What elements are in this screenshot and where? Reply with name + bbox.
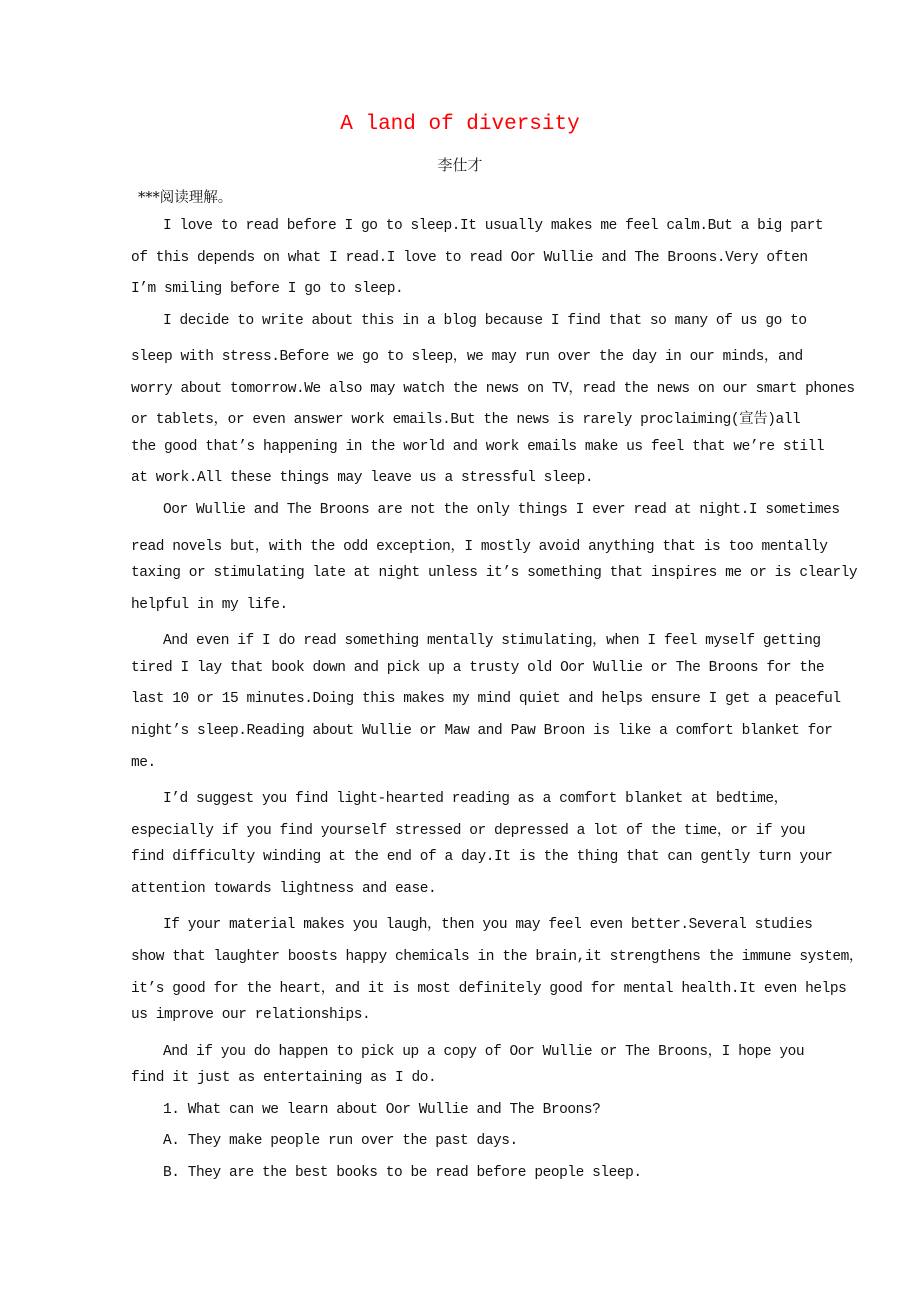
text-line: the good that’s happening in the world and work emails make us feel that we’re still (131, 439, 825, 455)
text-line: I decide to write about this in a blog because I find that so many of us go to (163, 313, 807, 329)
text-line: tired I lay that book down and pick up a trusty old Oor Wullie or The Broons for the (131, 660, 825, 676)
document-title: A land of diversity (340, 113, 580, 136)
text-line: worry about tomorrow.We also may watch the news on TV，read the news on our smart phones (131, 381, 855, 397)
text-line: me. (131, 755, 156, 771)
text-line: 1. What can we learn about Oor Wullie and The Broons? (163, 1102, 601, 1118)
text-line: helpful in my life. (131, 597, 288, 613)
text-line: And even if I do read something mentally stimulating，when I feel myself getting (163, 633, 821, 649)
text-line: read novels but，with the odd exception，I mostly avoid anything that is too mentally (131, 539, 828, 555)
text-line: last 10 or 15 minutes.Doing this makes my mind quiet and helps ensure I get a peaceful (131, 691, 841, 707)
text-line: I’d suggest you find light-hearted reading as a comfort blanket at bedtime， (163, 791, 788, 807)
text-line: show that laughter boosts happy chemicals in the brain,it strengthens the immune system， (131, 949, 863, 965)
text-line: taxing or stimulating late at night unless it’s something that inspires me or is clearly (131, 565, 858, 581)
text-line: at work.All these things may leave us a stressful sleep. (131, 470, 594, 486)
text-line: And if you do happen to pick up a copy of Oor Wullie or The Broons，I hope you (163, 1044, 805, 1060)
text-line: B. They are the best books to be read before people sleep. (163, 1165, 642, 1181)
text-line: If your material makes you laugh，then you may feel even better.Several studies (163, 917, 813, 933)
text-line: find difficulty winding at the end of a day.It is the thing that can gently turn your (131, 849, 833, 865)
text-line: A. They make people run over the past days. (163, 1133, 518, 1149)
text-line: attention towards lightness and ease. (131, 881, 437, 897)
section-heading: ***阅读理解。 (138, 190, 233, 206)
text-line: or tablets，or even answer work emails.But the news is rarely proclaiming(宣告)all (131, 412, 801, 428)
text-line: us improve our relationships. (131, 1007, 371, 1023)
text-line: Oor Wullie and The Broons are not the only things I ever read at night.I sometimes (163, 502, 840, 518)
text-line: sleep with stress.Before we go to sleep，we may run over the day in our minds，and (131, 349, 803, 365)
text-line: I’m smiling before I go to sleep. (131, 281, 404, 297)
text-line: find it just as entertaining as I do. (131, 1070, 437, 1086)
text-line: I love to read before I go to sleep.It usually makes me feel calm.But a big part (163, 218, 824, 234)
text-line: it’s good for the heart，and it is most definitely good for mental health.It even helps (131, 981, 847, 997)
author-name: 李仕才 (437, 156, 483, 174)
text-line: especially if you find yourself stressed or depressed a lot of the time，or if you (131, 823, 806, 839)
text-line: of this depends on what I read.I love to read Oor Wullie and The Broons.Very often (131, 250, 808, 266)
text-line: night’s sleep.Reading about Wullie or Maw and Paw Broon is like a comfort blanket for (131, 723, 833, 739)
